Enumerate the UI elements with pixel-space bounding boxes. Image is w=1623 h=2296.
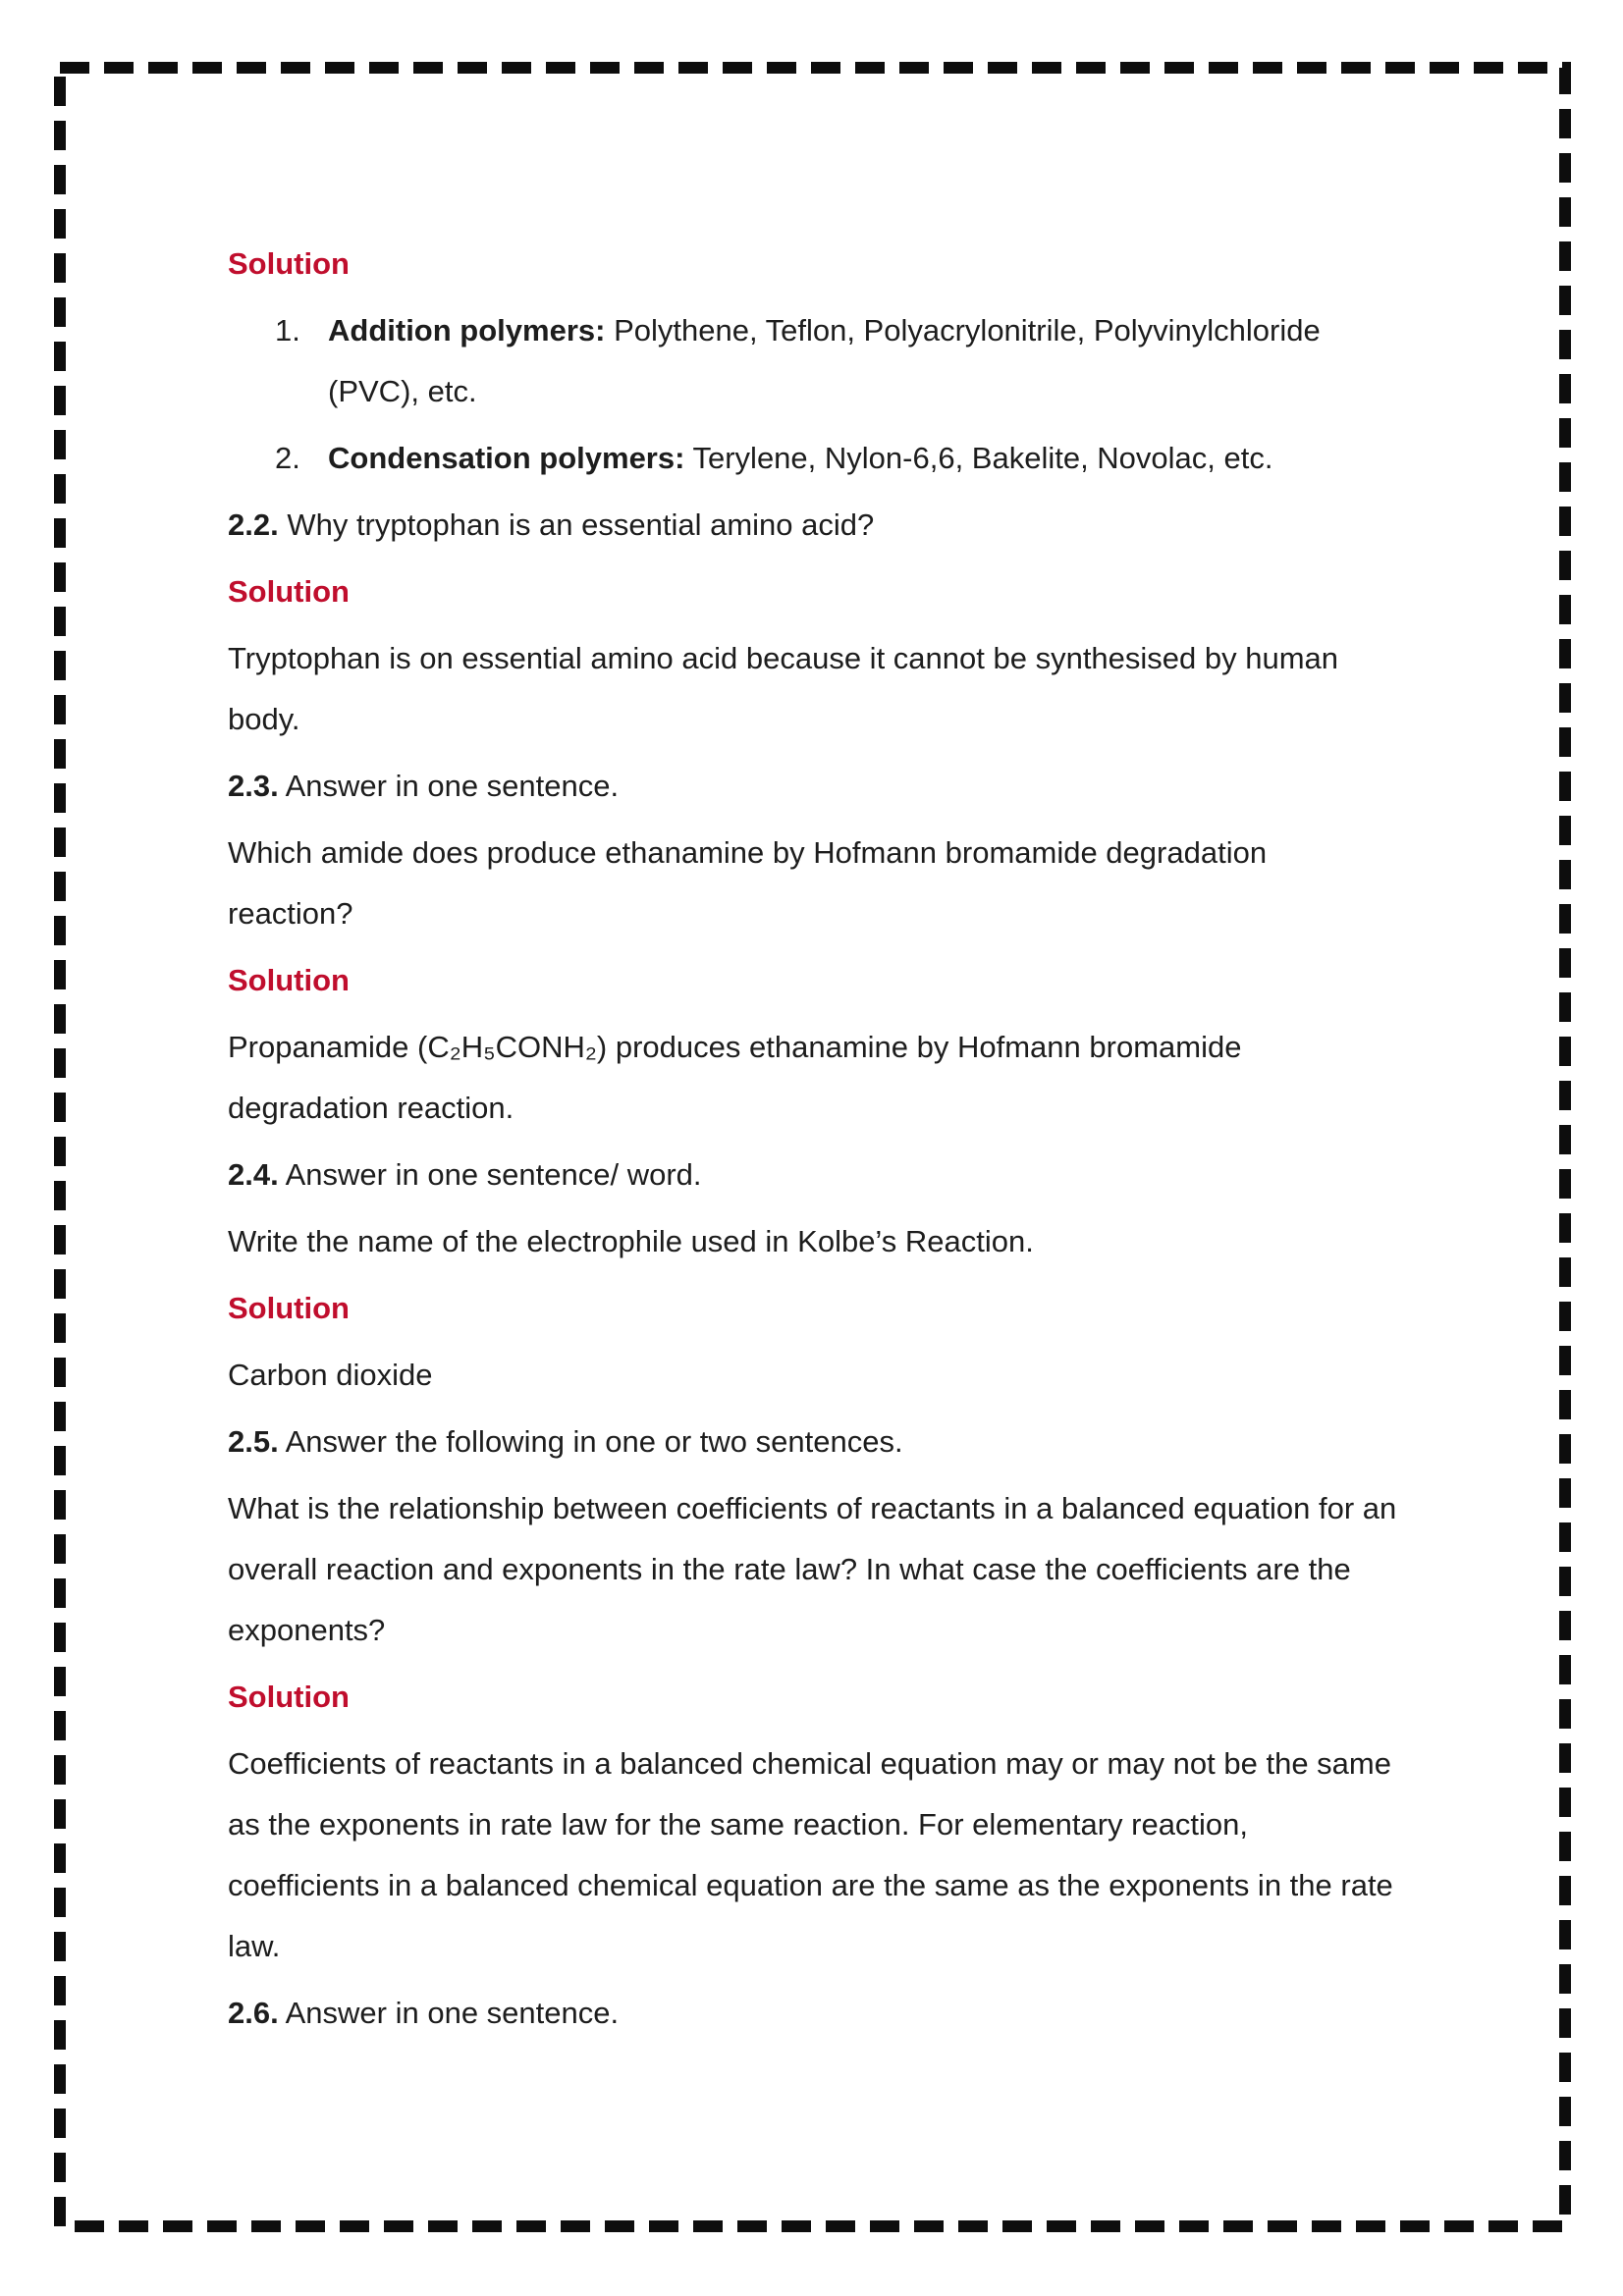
question-number: 2.4. [228, 1157, 279, 1192]
solution-heading: Solution [228, 963, 350, 997]
list-item [228, 300, 1398, 422]
question-text: Answer in one sentence. [278, 769, 620, 803]
question-2-4 [228, 1145, 1398, 1205]
question-text: Answer in one sentence/ word. [278, 1157, 702, 1192]
list-item-text [328, 428, 1398, 489]
question-2-4-body: Write the name of the electrophile used in Kolbe’s Reaction. [228, 1224, 1034, 1258]
question-text: Answer in one sentence. [278, 1996, 620, 2030]
list-item-rest: Terylene, Nylon-6,6, Bakelite, Novolac, etc. [684, 441, 1273, 475]
list-item-rest: Polythene, Teflon, Polyacrylonitrile, Polyvinylchloride (PVC), etc. [328, 313, 1321, 408]
question-2-5-body: What is the relationship between coefficients of reactants in a balanced equation for an overall reaction and exponents in the rate law? In what case the coefficients are the exponents? [228, 1491, 1397, 1647]
answer-2-5: Coefficients of reactants in a balanced chemical equation may or may not be the same as the exponents in rate law for the same reaction. For elementary reaction, coefficients in a balanced chemical equation are the same as the exponents in the rate law. [228, 1746, 1393, 1963]
question-number: 2.3. [228, 769, 279, 803]
list-item-lead: Condensation polymers: [328, 441, 685, 475]
list-item [228, 428, 1398, 489]
question-text: Why tryptophan is an essential amino acid? [278, 507, 875, 542]
question-2-3 [228, 756, 1398, 817]
page-content [228, 234, 1398, 2050]
answer-2-4: Carbon dioxide [228, 1358, 433, 1392]
list-item-lead: Addition polymers: [328, 313, 606, 347]
polymer-types-list [228, 300, 1398, 489]
solution-heading: Solution [228, 246, 350, 281]
solution-heading: Solution [228, 1291, 350, 1325]
answer-2-2: Tryptophan is on essential amino acid because it cannot be synthesised by human body. [228, 641, 1339, 736]
list-item-number: 1. [275, 313, 300, 347]
question-2-6 [228, 1983, 1398, 2044]
answer-2-3: Propanamide (C₂H₅CONH₂) produces ethanamine by Hofmann bromamide degradation reaction. [228, 1030, 1242, 1125]
question-number: 2.2. [228, 507, 279, 542]
list-item-number: 2. [275, 441, 300, 475]
question-2-2 [228, 495, 1398, 556]
question-2-3-body: Which amide does produce ethanamine by Hofmann bromamide degradation reaction? [228, 835, 1268, 931]
solution-heading: Solution [228, 1680, 350, 1714]
list-item-text [328, 300, 1398, 422]
question-number: 2.6. [228, 1996, 279, 2030]
question-2-5 [228, 1412, 1398, 1472]
question-text: Answer the following in one or two sentences. [278, 1424, 903, 1459]
question-number: 2.5. [228, 1424, 279, 1459]
solution-heading: Solution [228, 574, 350, 609]
